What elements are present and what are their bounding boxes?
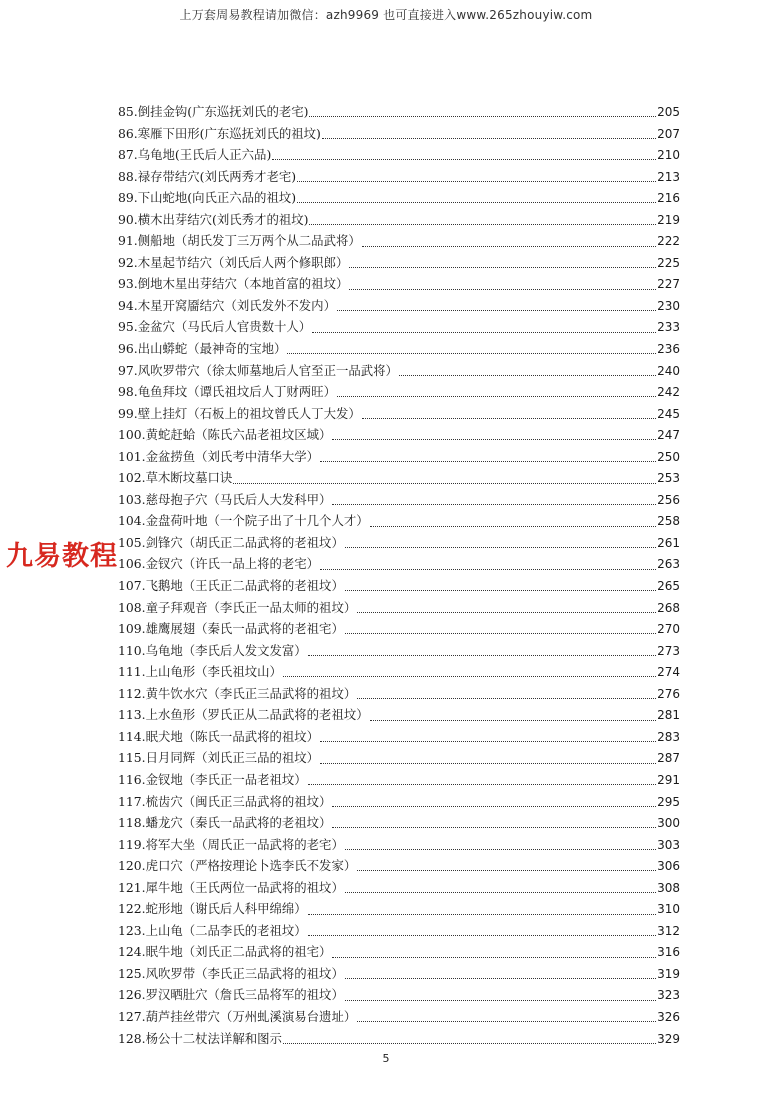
toc-leader-dots: [320, 763, 656, 764]
toc-entry-page: 274: [657, 665, 680, 680]
toc-entry: [118, 144, 680, 166]
toc-entry-title: 101.金盆捞鱼（刘氏考中清华大学）: [118, 448, 320, 464]
toc-entry-page: 256: [657, 492, 680, 507]
toc-entry: [118, 166, 680, 188]
toc-entry-page: 326: [657, 1009, 680, 1024]
toc-leader-dots: [349, 289, 656, 290]
toc-leader-dots: [332, 957, 656, 958]
toc-leader-dots: [297, 181, 656, 182]
toc-entry-title: 94.木星开窝靥结穴（刘氏发外不发内）: [118, 297, 336, 313]
toc-entry-title: 113.上水鱼形（罗氏正从二品武将的老祖坟）: [118, 707, 369, 723]
toc-entry: [118, 489, 680, 511]
page-number: 5: [382, 1052, 390, 1065]
toc-entry: [118, 295, 680, 317]
toc-entry-title: 99.壁上挂灯（石板上的祖坟曾氏人丁大发）: [118, 405, 361, 421]
toc-entry-title: 124.眠牛地（刘氏正二品武将的祖宅）: [118, 944, 332, 960]
toc-entry-page: 250: [657, 449, 680, 464]
toc-entry-title: 115.日月同辉（刘氏正三品的祖坟）: [118, 750, 320, 766]
toc-leader-dots: [345, 547, 656, 548]
toc-leader-dots: [309, 224, 656, 225]
toc-entry-title: 116.金钗地（李氏正一品老祖坟）: [118, 771, 307, 787]
toc-entry: [118, 381, 680, 403]
toc-entry-page: 225: [657, 255, 680, 270]
toc-leader-dots: [370, 526, 656, 527]
toc-entry: [118, 877, 680, 899]
toc-entry: [118, 123, 680, 145]
toc-leader-dots: [308, 914, 656, 915]
toc-entry: [118, 834, 680, 856]
toc-entry: [118, 316, 680, 338]
toc-entry-page: 303: [657, 837, 680, 852]
toc-entry-page: 300: [657, 816, 680, 831]
toc-entry-title: 109.雄鹰展翅（秦氏一品武将的老祖宅）: [118, 621, 344, 637]
toc-leader-dots: [283, 676, 656, 677]
toc-entry-title: 86.寒雁下田形(广东巡抚刘氏的祖坟): [118, 125, 321, 141]
toc-entry-page: 210: [657, 148, 680, 163]
toc-entry-page: 270: [657, 622, 680, 637]
toc-entry-page: 281: [657, 708, 680, 723]
toc-entry: [118, 618, 680, 640]
toc-leader-dots: [345, 590, 656, 591]
toc-entry: [118, 532, 680, 554]
toc-entry-page: 230: [657, 298, 680, 313]
toc-entry-title: 128.杨公十二杖法详解和图示: [118, 1030, 282, 1046]
toc-leader-dots: [308, 655, 656, 656]
toc-entry: [118, 747, 680, 769]
toc-entry-page: 236: [657, 342, 680, 357]
toc-entry: [118, 1006, 680, 1028]
toc-entry-page: 265: [657, 579, 680, 594]
toc-entry-title: 97.风吹罗带穴（徐太师墓地后人官至正一品武将）: [118, 362, 398, 378]
toc-entry-page: 216: [657, 191, 680, 206]
toc-entry-title: 103.慈母抱子穴（马氏后人大发科甲）: [118, 491, 332, 507]
toc-entry-title: 107.飞鹅地（王氏正二品武将的老祖坟）: [118, 578, 344, 594]
toc-entry-page: 213: [657, 169, 680, 184]
toc-entry-title: 125.风吹罗带（李氏正三品武将的祖坟）: [118, 965, 344, 981]
toc-entry: [118, 704, 680, 726]
toc-leader-dots: [362, 418, 656, 419]
toc-leader-dots: [399, 375, 656, 376]
toc-entry: [118, 812, 680, 834]
toc-entry-page: 306: [657, 859, 680, 874]
toc-leader-dots: [308, 935, 656, 936]
toc-entry-title: 114.眠犬地（陈氏一品武将的祖坟）: [118, 728, 320, 744]
toc-entry: [118, 101, 680, 123]
toc-entry-page: 323: [657, 988, 680, 1003]
toc-entry: [118, 467, 680, 489]
toc-entry: [118, 984, 680, 1006]
toc-entry-page: 247: [657, 428, 680, 443]
toc-entry: [118, 424, 680, 446]
toc-entry: [118, 855, 680, 877]
toc-leader-dots: [357, 698, 656, 699]
toc-entry-page: 258: [657, 514, 680, 529]
toc-entry-title: 93.倒地木星出芽结穴（本地首富的祖坟）: [118, 276, 349, 292]
toc-leader-dots: [320, 741, 656, 742]
toc-leader-dots: [357, 1021, 656, 1022]
toc-entry-title: 90.横木出芽结穴(刘氏秀才的祖坟): [118, 211, 309, 227]
toc-leader-dots: [345, 1000, 656, 1001]
toc-entry: [118, 446, 680, 468]
toc-entry-title: 122.蛇形地（谢氏后人科甲绵绵）: [118, 901, 307, 917]
toc-entry-title: 98.龟鱼拜坟（谭氏祖坟后人丁财两旺）: [118, 384, 336, 400]
toc-entry-title: 111.上山龟形（李氏祖坟山）: [118, 664, 282, 680]
toc-leader-dots: [362, 246, 656, 247]
toc-leader-dots: [349, 267, 656, 268]
toc-leader-dots: [345, 849, 656, 850]
toc-entry: [118, 575, 680, 597]
watermark: 九易教程: [6, 541, 118, 572]
toc-entry: [118, 597, 680, 619]
toc-entry: [118, 791, 680, 813]
toc-leader-dots: [332, 504, 656, 505]
toc-entry: [118, 898, 680, 920]
toc-leader-dots: [370, 720, 656, 721]
toc-entry-page: 310: [657, 902, 680, 917]
toc-entry-page: 319: [657, 966, 680, 981]
toc-entry-title: 118.蟠龙穴（秦氏一品武将的老祖坟）: [118, 815, 332, 831]
toc-entry-title: 88.禄存带结穴(刘氏两秀才老宅): [118, 168, 297, 184]
toc-entry-title: 119.将军大坐（周氏正一品武将的老宅）: [118, 836, 344, 852]
toc-entry-page: 308: [657, 880, 680, 895]
toc-leader-dots: [332, 439, 656, 440]
toc-entry-title: 85.倒挂金钩(广东巡抚刘氏的老宅): [118, 104, 309, 119]
toc-entry-title: 105.剑锋穴（胡氏正二品武将的老祖坟）: [118, 534, 344, 550]
toc-leader-dots: [332, 827, 656, 828]
toc-entry-page: 295: [657, 794, 680, 809]
toc-entry-title: 120.虎口穴（严格按理论卜选李氏不发家）: [118, 858, 357, 874]
toc-entry: [118, 963, 680, 985]
toc-entry: [118, 941, 680, 963]
toc-entry: [118, 1028, 680, 1050]
toc-entry-title: 100.黄蛇赶蛤（陈氏六品老祖坟区域）: [118, 427, 332, 443]
toc-entry: [118, 252, 680, 274]
toc-leader-dots: [320, 569, 656, 570]
toc-leader-dots: [287, 353, 656, 354]
toc-leader-dots: [357, 612, 656, 613]
toc-entry-title: 121.犀牛地（王氏两位一品武将的祖坟）: [118, 879, 344, 895]
toc-leader-dots: [308, 784, 656, 785]
toc-entry-title: 106.金钗穴（许氏一品上将的老宅）: [118, 556, 320, 572]
toc-entry-page: 240: [657, 363, 680, 378]
toc-entry-title: 95.金盆穴（马氏后人官贵数十人）: [118, 319, 312, 335]
toc-entry-page: 273: [657, 643, 680, 658]
toc-leader-dots: [320, 461, 656, 462]
toc-entry-page: 287: [657, 751, 680, 766]
toc-leader-dots: [337, 310, 656, 311]
toc-entry: [118, 338, 680, 360]
toc-entry-page: 245: [657, 406, 680, 421]
toc-leader-dots: [337, 396, 656, 397]
toc-entry: [118, 230, 680, 252]
toc-entry-title: 112.黄牛饮水穴（李氏正三品武将的祖坟）: [118, 685, 357, 701]
toc-leader-dots: [233, 483, 656, 484]
toc-entry-page: 261: [657, 535, 680, 550]
toc-entry-title: 108.童子拜观音（李氏正一品太师的祖坟）: [118, 599, 357, 615]
toc-entry-page: 219: [657, 212, 680, 227]
toc-entry-page: 268: [657, 600, 680, 615]
toc-entry: [118, 726, 680, 748]
toc-entry: [118, 403, 680, 425]
toc-entry-page: 207: [657, 126, 680, 141]
toc-entry-title: 102.草木断坟墓口诀: [118, 470, 233, 486]
toc-entry-page: 291: [657, 772, 680, 787]
toc-entry-title: 92.木星起节结穴（刘氏后人两个修职郎）: [118, 254, 349, 270]
toc-entry-title: 123.上山龟（二品李氏的老祖坟）: [118, 922, 307, 938]
toc-entry-title: 110.乌龟地（李氏后人发文发富）: [118, 642, 307, 658]
page-header: 上万套周易教程请加微信：azh9969 也可直接进入www.265zhouyiw.com: [179, 8, 593, 22]
toc-entry: [118, 510, 680, 532]
toc-entry-page: 316: [657, 945, 680, 960]
toc-leader-dots: [322, 138, 656, 139]
toc-entry-title: 117.梳齿穴（闽氏正三品武将的祖坟）: [118, 793, 332, 809]
toc-entry-page: 329: [657, 1031, 680, 1046]
toc-entry: [118, 661, 680, 683]
toc-entry-page: 205: [657, 105, 680, 119]
toc-leader-dots: [345, 892, 656, 893]
toc-leader-dots: [332, 806, 656, 807]
toc-entry-page: 253: [657, 471, 680, 486]
toc-entry: [118, 187, 680, 209]
toc-entry-page: 263: [657, 557, 680, 572]
toc-leader-dots: [272, 159, 656, 160]
toc-entry-page: 276: [657, 686, 680, 701]
toc-leader-dots: [345, 978, 656, 979]
toc-entry-page: 222: [657, 234, 680, 249]
toc-leader-dots: [357, 870, 656, 871]
toc-leader-dots: [312, 332, 656, 333]
toc-entry-title: 127.葫芦挂丝带穴（万州虬溪演易台遗址）: [118, 1008, 357, 1024]
toc-entry-title: 96.出山蟒蛇（最神奇的宝地）: [118, 341, 287, 357]
toc-entry-page: 242: [657, 385, 680, 400]
toc-entry-title: 87.乌龟地(王氏后人正六品): [118, 147, 272, 163]
toc-leader-dots: [309, 116, 656, 117]
toc-entry: [118, 273, 680, 295]
toc-entry: [118, 553, 680, 575]
toc-entry-title: 91.侧船地（胡氏发丁三万两个从二品武将）: [118, 233, 361, 249]
toc-entry-page: 283: [657, 729, 680, 744]
toc-entry-page: 312: [657, 923, 680, 938]
toc-entry: [118, 360, 680, 382]
toc-entry: [118, 640, 680, 662]
toc-entry-title: 126.罗汉晒肚穴（詹氏三品将军的祖坟）: [118, 987, 344, 1003]
toc-entry-page: 233: [657, 320, 680, 335]
toc-leader-dots: [345, 633, 656, 634]
toc-entry-title: 104.金盘荷叶地（一个院子出了十几个人才）: [118, 513, 369, 529]
toc-entry: [118, 769, 680, 791]
toc-entry-title: 89.下山蛇地(向氏正六品的祖坟): [118, 190, 297, 206]
table-of-contents: [118, 101, 680, 1049]
toc-leader-dots: [283, 1043, 656, 1044]
toc-leader-dots: [297, 202, 656, 203]
toc-entry-page: 227: [657, 277, 680, 292]
toc-entry: [118, 209, 680, 231]
toc-entry: [118, 920, 680, 942]
toc-entry: [118, 683, 680, 705]
